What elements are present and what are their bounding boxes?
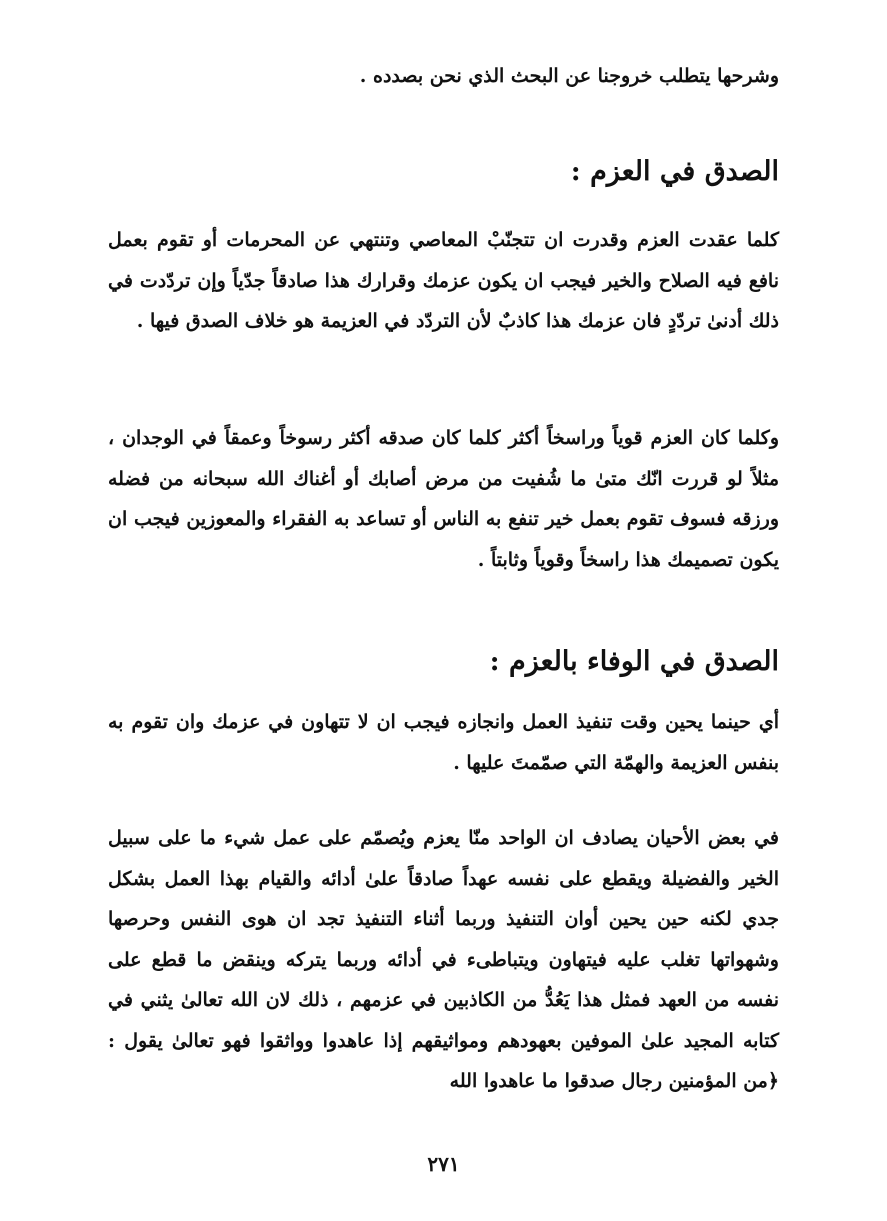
paragraph: وكلما كان العزم قوياً وراسخاً أكثر كلما كان صدقه أكثر رسوخاً وعمقاً في الوجدان ، مثلاً لو قررت انّك متىٰ ما شُفيت من مرض أصابك أو أغناك الله سبحانه من فضله ورزقه فسوف تقوم بعمل خير تنفع به الناس أو تساعد به الفقراء والمعوزين فيجب ان يكون تصميمك هذا راسخاً وقوياً وثابتاً . (108, 427, 779, 571)
page-number: ٢٧١ (427, 1152, 460, 1176)
section-heading-truthfulness-in-fulfilling-resolve: الصدق في الوفاء بالعزم : (489, 646, 779, 677)
intro-line: وشرحها يتطلب خروجنا عن البحث الذي نحن بصدده . (359, 65, 779, 87)
paragraph: أي حينما يحين وقت تنفيذ العمل وانجازه فيجب ان لا تتهاون في عزمك وان تقوم به بنفس العزيمة والهمّة التي صمّمتَ عليها . (108, 711, 779, 774)
paragraph: في بعض الأحيان يصادف ان الواحد منّا يعزم ويُصمّم على عمل شيء ما على سبيل الخير والفضيلة ويقطع على نفسه عهداً صادقاً علىٰ أدائه والقيام بهذا العمل بشكل جدي لكنه حين يحين أوان التنفيذ وربما أثناء التنفيذ تجد ان هوى النفس وحرصها وشهواتها تغلب عليه فيتهاون ويتباطىء في أدائه وربما يتركه وينقض ما قطع على نفسه من العهد فمثل هذا يَعُدُّ من الكاذبين في عزمهم ، ذلك لان الله تعالىٰ يثني في كتابه المجيد علىٰ الموفين بعهودهم ومواثيقهم إذا عاهدوا وواثقوا فهو تعالىٰ يقول : ﴿من المؤمنين رجال صدقوا ما عاهدوا الله (108, 827, 779, 1092)
section-heading-truthfulness-in-resolve: الصدق في العزم : (570, 156, 779, 187)
paragraph: كلما عقدت العزم وقدرت ان تتجنّبْ المعاصي وتنتهي عن المحرمات أو تقوم بعمل نافع فيه الصلاح والخير فيجب ان يكون عزمك وقرارك هذا صادقاً جدّياً وإن تردّدت في ذلك أدنىٰ تردّدٍ فان عزمك هذا كاذبٌ لأن التردّد في العزيمة هو خلاف الصدق فيها . (108, 229, 779, 332)
